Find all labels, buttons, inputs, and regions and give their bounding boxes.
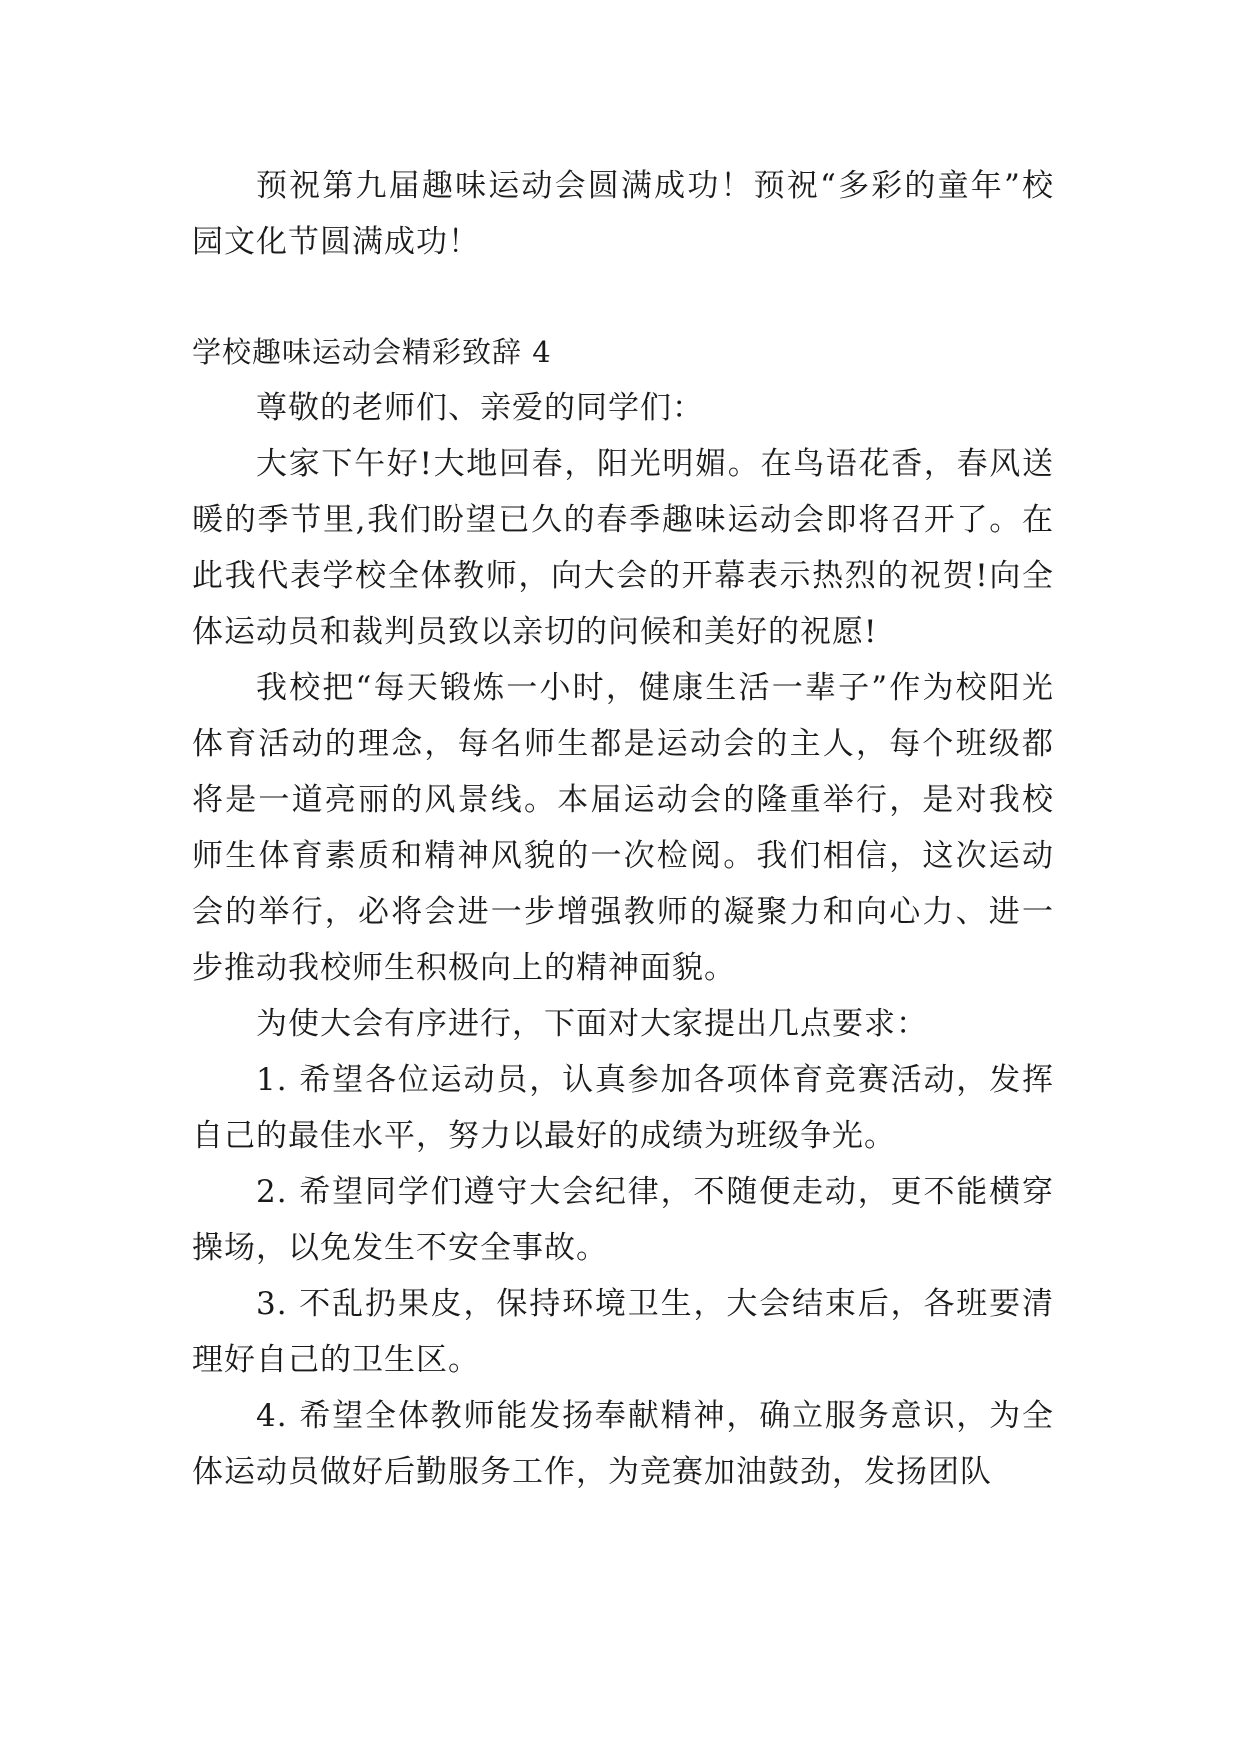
requirement-item-4: 4. 希望全体教师能发扬奉献精神，确立服务意识，为全体运动员做好后勤服务工作，为竞赛加油鼓劲，发扬团队: [192, 1398, 1054, 1490]
section-title: 学校趣味运动会精彩致辞 4: [192, 335, 552, 369]
paragraph-requirements-intro: 为使大会有序进行，下面对大家提出几点要求：: [256, 1006, 928, 1042]
paragraph-philosophy: 我校把“每天锻炼一小时，健康生活一辈子”作为校阳光体育活动的理念，每名师生都是运动会的主人，每个班级都将是一道亮丽的风景线。本届运动会的隆重举行，是对我校师生体育素质和精神风貌的一次检阅。我们相信，这次运动会的举行，必将会进一步增强教师的凝聚力和向心力、进一步推动我校师生积极向上的精神面貌。: [192, 670, 1054, 986]
requirement-item-3: 3. 不乱扔果皮，保持环境卫生，大会结束后，各班要清理好自己的卫生区。: [192, 1286, 1054, 1378]
salutation: 尊敬的老师们、亲爱的同学们：: [256, 390, 704, 426]
requirement-item-2: 2. 希望同学们遵守大会纪律，不随便走动，更不能横穿操场，以免发生不安全事故。: [192, 1174, 1054, 1266]
paragraph-gap: [192, 270, 1054, 324]
document-body: [192, 158, 1054, 1500]
closing-paragraph: 预祝第九届趣味运动会圆满成功！预祝“多彩的童年”校园文化节圆满成功！: [192, 168, 1054, 260]
paragraph-greeting: 大家下午好!大地回春，阳光明媚。在鸟语花香，春风送暖的季节里,我们盼望已久的春季趣味运动会即将召开了。在此我代表学校全体教师，向大会的开幕表示热烈的祝贺!向全体运动员和裁判员致以亲切的问候和美好的祝愿!: [192, 446, 1054, 650]
requirement-item-1: 1. 希望各位运动员，认真参加各项体育竞赛活动，发挥自己的最佳水平，努力以最好的成绩为班级争光。: [192, 1062, 1054, 1154]
